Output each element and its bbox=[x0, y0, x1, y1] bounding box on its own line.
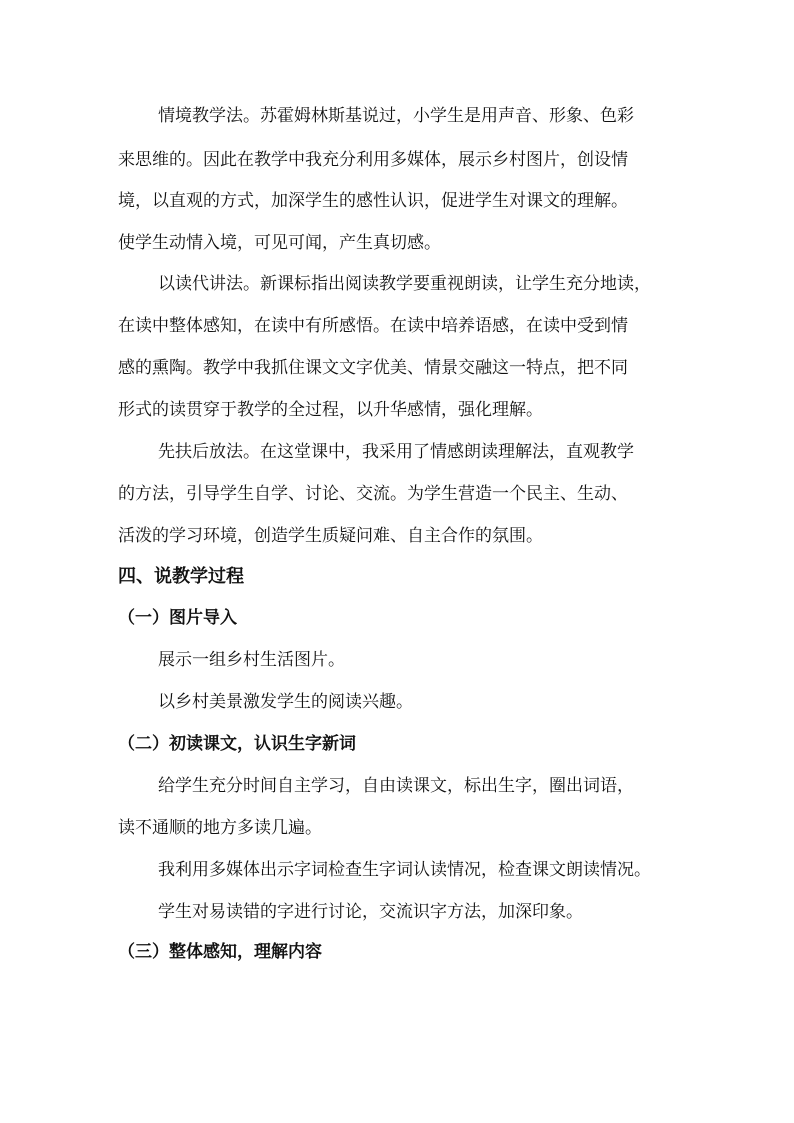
subsection-heading: （二）初读课文，认识生字新词 bbox=[118, 734, 356, 754]
paragraph-line: 我利用多媒体出示字词检查生字词认读情况，检查课文朗读情况。 bbox=[158, 860, 651, 880]
paragraph-line: 感的熏陶。教学中我抓住课文文字优美、情景交融这一特点，把不同 bbox=[118, 358, 628, 378]
paragraph-line: 情境教学法。苏霍姆林斯基说过，小学生是用声音、形象、色彩 bbox=[158, 106, 634, 126]
paragraph-line: 使学生动情入境，可见可闻，产生真切感。 bbox=[118, 233, 441, 253]
paragraph-line: 在读中整体感知，在读中有所感悟。在读中培养语感，在读中受到情 bbox=[118, 316, 628, 336]
paragraph-line: 活泼的学习环境，创造学生质疑问难、自主合作的氛围。 bbox=[118, 526, 543, 546]
paragraph-line: 给学生充分时间自主学习，自由读课文，标出生字，圈出词语， bbox=[158, 776, 634, 796]
section-heading: 四、说教学过程 bbox=[118, 566, 244, 587]
paragraph-line: 学生对易读错的字进行讨论，交流识字方法，加深印象。 bbox=[158, 902, 583, 922]
subsection-heading: （三）整体感知，理解内容 bbox=[118, 942, 322, 962]
paragraph-line: 以乡村美景激发学生的阅读兴趣。 bbox=[158, 692, 413, 712]
paragraph-line: 形式的读贯穿于教学的全过程，以升华感情，强化理解。 bbox=[118, 400, 543, 420]
paragraph-line: 展示一组乡村生活图片。 bbox=[158, 650, 345, 670]
paragraph-line: 境，以直观的方式，加深学生的感性认识，促进学生对课文的理解。 bbox=[118, 191, 628, 211]
subsection-heading: （一）图片导入 bbox=[118, 608, 237, 628]
paragraph-line: 以读代讲法。新课标指出阅读教学要重视朗读，让学生充分地读， bbox=[158, 274, 651, 294]
paragraph-line: 的方法，引导学生自学、讨论、交流。为学生营造一个民主、生动、 bbox=[118, 484, 628, 504]
paragraph-line: 先扶后放法。在这堂课中，我采用了情感朗读理解法，直观教学 bbox=[158, 442, 634, 462]
paragraph-line: 来思维的。因此在教学中我充分利用多媒体，展示乡村图片，创设情 bbox=[118, 150, 628, 170]
paragraph-line: 读不通顺的地方多读几遍。 bbox=[118, 818, 322, 838]
